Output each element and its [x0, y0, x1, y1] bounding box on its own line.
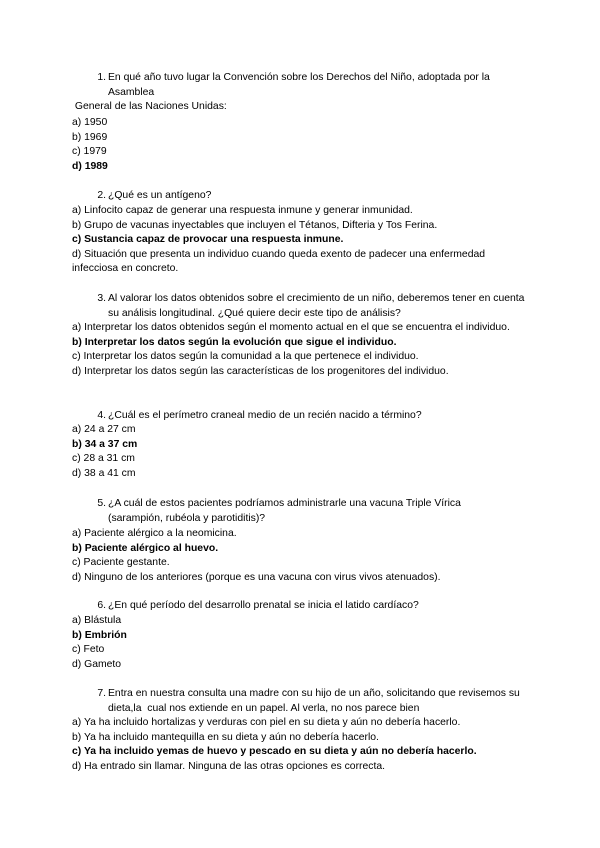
- option-b-correct: b) Embrión: [72, 629, 127, 641]
- question-number: 6.: [97, 600, 106, 611]
- option-a: a) Blástula: [72, 615, 122, 626]
- question-text: ¿En qué período del desarrollo prenatal se inicia el latido cardíaco?: [108, 600, 419, 611]
- option-c: c) Interpretar los datos según la comunidad a la que pertenece el individuo.: [72, 351, 419, 363]
- question-5-options: [72, 527, 532, 585]
- question-text: ¿A cuál de estos pacientes podríamos administrarle una vacuna Triple Vírica (sarampión, rubéola y parotiditis)?: [108, 498, 464, 524]
- question-1: [72, 71, 532, 115]
- question-7-options: [72, 716, 532, 774]
- question-text: Entra en nuestra consulta una madre con su hijo de un año, solicitando que revisemos su dieta,la cual nos extiende en un papel. Al verla, no nos parece bien: [108, 688, 523, 714]
- question-text-continuation: General de las Naciones Unidas:: [72, 101, 227, 113]
- option-c-correct: c) Sustancia capaz de provocar una respuesta inmune.: [72, 234, 344, 246]
- question-5: [72, 497, 532, 526]
- option-a: a) 24 a 27 cm: [72, 424, 136, 435]
- question-7: [72, 687, 532, 716]
- question-4: [72, 409, 532, 424]
- question-6: [72, 599, 532, 614]
- question-number: 1.: [97, 72, 106, 83]
- option-d: d) 38 a 41 cm: [72, 467, 136, 479]
- option-d: d) Interpretar los datos según las características de los progenitores del individuo.: [72, 365, 449, 377]
- option-c: c) Paciente gestante.: [72, 557, 170, 569]
- option-b: b) Ya ha incluido mantequilla en su dieta y aún no debería hacerlo.: [72, 731, 379, 743]
- question-number: 7.: [97, 688, 106, 699]
- question-text: Al valorar los datos obtenidos sobre el crecimiento de un niño, deberemos tener en cuenta su análisis longitudinal. ¿Qué quiere decir este tipo de análisis?: [108, 293, 528, 319]
- option-d: d) Ninguno de los anteriores (porque es una vacuna con virus vivos atenuados).: [72, 571, 441, 583]
- question-2-options: [72, 204, 532, 277]
- option-a: a) Ya ha incluido hortalizas y verduras con piel en su dieta y aún no debería hacerlo.: [72, 717, 461, 728]
- question-stem: [72, 189, 532, 204]
- question-6-options: [72, 614, 532, 672]
- question-text: En qué año tuvo lugar la Convención sobre los Derechos del Niño, adoptada por la Asamblea: [108, 72, 493, 98]
- option-d: d) Ha entrado sin llamar. Ninguna de las otras opciones es correcta.: [72, 760, 386, 772]
- option-a: a) 1950: [72, 117, 108, 128]
- question-3: [72, 292, 532, 321]
- question-stem: [72, 409, 532, 424]
- option-a: a) Paciente alérgico a la neomicina.: [72, 528, 237, 539]
- option-c: c) Feto: [72, 644, 105, 656]
- option-d-correct: d) 1989: [72, 160, 108, 172]
- question-number: 4.: [97, 410, 106, 421]
- option-b-correct: b) Paciente alérgico al huevo.: [72, 542, 219, 554]
- option-b-correct: b) Interpretar los datos según la evolución que sigue el individuo.: [72, 336, 397, 348]
- option-b: b) Grupo de vacunas inyectables que incluyen el Tétanos, Difteria y Tos Ferina.: [72, 219, 438, 231]
- question-number: 5.: [97, 498, 106, 509]
- question-stem: [72, 687, 532, 716]
- question-stem: [72, 599, 532, 614]
- question-text: ¿Qué es un antígeno?: [108, 190, 212, 201]
- question-stem: [72, 497, 532, 526]
- option-a: a) Interpretar los datos obtenidos según el momento actual en el que se encuentra el individuo.: [72, 322, 510, 333]
- question-stem: [72, 71, 532, 100]
- option-c: c) 1979: [72, 146, 107, 158]
- question-2: [72, 189, 532, 204]
- option-d: d) Gameto: [72, 658, 122, 670]
- question-1-options: [72, 116, 532, 174]
- question-text: ¿Cuál es el perímetro craneal medio de un recién nacido a término?: [108, 410, 422, 421]
- option-c: c) 28 a 31 cm: [72, 453, 135, 465]
- option-d: d) Situación que presenta un individuo cuando queda exento de padecer una enfermedad infecciosa en concreto.: [72, 248, 488, 275]
- question-3-options: [72, 321, 532, 379]
- option-b: b) 1969: [72, 131, 108, 143]
- option-a: a) Linfocito capaz de generar una respuesta inmune y generar inmunidad.: [72, 205, 413, 216]
- question-stem: [72, 292, 532, 321]
- option-b-correct: b) 34 a 37 cm: [72, 438, 138, 450]
- question-4-options: [72, 423, 532, 481]
- option-c-correct: c) Ya ha incluido yemas de huevo y pescado en su dieta y aún no debería hacerlo.: [72, 746, 477, 758]
- question-number: 3.: [97, 293, 106, 304]
- question-number: 2.: [97, 190, 106, 201]
